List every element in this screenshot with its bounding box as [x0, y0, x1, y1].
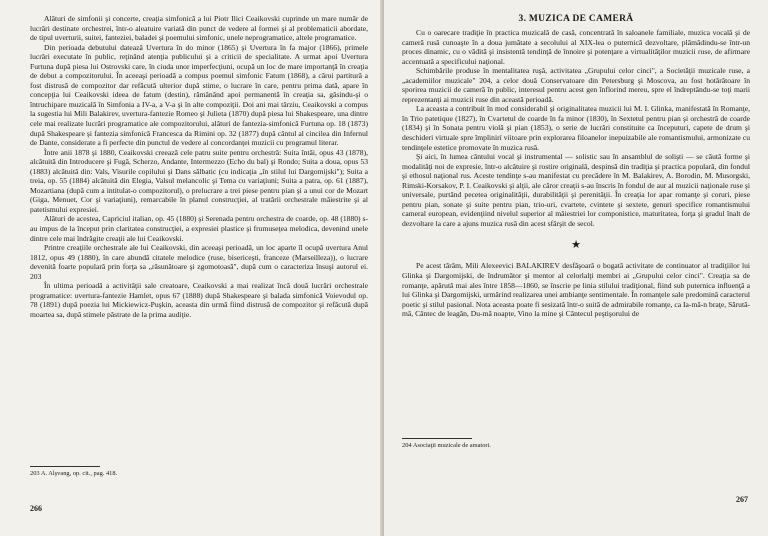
- footnote: 204 Asociaţii muzicale de amatori.: [402, 442, 491, 449]
- paragraph: Printre creaţiile orchestrale ale lui Ceaikovski, din aceeaşi perioadă, un loc aparte îl ocupă uvertura Anul 1812, opus 49 (1880), în care abundă citatele melodice (ruse, bisericeşti, franceze (Marseilleza)), o lucrare devenită foarte populară prin forţa sa „răsunătoare şi zgomotoasă", după cum o caracteriza însuşi autorul ei. 203: [30, 243, 368, 281]
- right-page: [384, 0, 768, 536]
- paragraph: Între anii 1878 şi 1880, Ceaikovski creează cele patru suite pentru orchestră: Suita întâi, opus 43 (1878), alcătuită din Introducere şi Fugă, Scherzo, Andante, Intermezzo (Echo du bal) şi Rondo; Suita a doua, opus 53 (1883) alcătuită din: Vals, Visurile copilului şi Dans sălbatic (cu indicaţia „în stilul lui Dargomijski"); Suita a treia, op. 55 (1884) alcătuită din Elegia, Valsul melancolic şi Tema cu variaţiuni; Suita a patra, op. 61 (1887), Mozartiana (după cum a intitulat-o compozitorul), o prelucrare a trei piese pentru pian şi a unui cor de Mozart (Giga, Menuet, Cor şi variaţiuni), remarcabile în planul construcţiei, al tratării orchestrale măiestrite şi al patetismului expresiei.: [30, 147, 368, 214]
- paragraph: La aceasta a contribuit în mod considerabil şi originalitatea muzicii lui M. I. Glinka, manifestată în Romanţe, în Trio patetique (1827), în Cvartetul de coarde în fa minor (1830), în Sextetul pentru pian şi orchestră de coarde (1834) şi în Sonata pentru violă şi pian (1853), o serie de lucrări constituite ca începuturi, capete de drum şi deschideri virtuale spre împlinirí viitoare prin explorarea filoanelor inepuizabile ale romantismului, armonizate cu tendinţele estetice promovate în muzica rusă.: [402, 104, 750, 152]
- section-heading: 3. MUZICA DE CAMERĂ: [518, 14, 634, 24]
- page-number: 267: [736, 495, 748, 504]
- paragraph: Şi aici, în lumea cântului vocal şi instrumental — solistic sau în ansamblul de solişti — se căută forme şi modalităţi noi de expresie, într-o alcătuire şi rostire originală, despinsă din tradiţia şi practica populară, din fondul şi ethosul naţional rus. Aceste tendinţe s-au manifestat cu precădere în M. Balakirev, A. Borodin, M. Musorgski, Rimski-Korsakov, P. I. Ceaikovski şi alţii, ale căror creaţii s-au înscris în fondul de aur al muzicii naţionale ruse şi universale, purtând pecetea originalităţii, durabilităţii şi perenităţii. În creaţia lor apar romanţe şi coruri, piese pentru pian, sonate şi suite pentru pian, trio-uri, cvartete, cvintete şi sextete, genuri specifice romantismului cameral european, evidenţiind nivelul superior al măiestriei lor componistice, maturitatea, forţa şi gradul înalt de dezvoltare la care a ajuns muzica rusă din acest sfârşit de secol.: [402, 152, 750, 228]
- footnote: 203 A. Alşvang, op. cit., pag. 418.: [30, 470, 118, 477]
- paragraph: Alături de simfonii şi concerte, creaţia simfonică a lui Piotr Ilici Ceaikovski cuprinde un mare număr de lucrări destinate orchestrei, într-o aleatuire variată din punct de vedere al formei şi al problematicii abordate, de tipul uverturii, suitei, fanteziei, baladei şi poemului simfonic, unele neprogramatice, altele programatice.: [30, 14, 368, 43]
- paragraph: Cu o oarecare tradiţie în practica muzicală de casă, concentrată în saloanele familiale, muzica vocală şi de cameră rusă cunoaşte în a doua jumătate a secolului al XIX-lea o puternică dezvoltare, plămădindu-se într-un proces dinamic, cu o vădită şi insistentă tendinţă de înnoire şi potenţare a virtualităţilor muzicii ruse, de afirmare accentuată a specificului naţional.: [402, 28, 750, 66]
- star-separator: ★: [571, 239, 581, 252]
- paragraph: Schimbările produse în mentalitatea ruşă, activitatea „Grupului celor cinci", a Societăţii muzicale ruse, a „academiilor muzicale" 204, a celor două Conservatoare din Petersburg şi Moscova, au fost hotărâtoare în sporirea muzicii de cameră în public, interesul pentru acest gen înflorind mereu, spre el îndreptându-se toţi marii reprezentanţi ai muzicii ruse din această perioadă.: [402, 66, 750, 104]
- paragraph: Din perioada debutului datează Uvertura în do minor (1865) şi Uvertura în fa major (1866), primele lucrări executate în public, reţinând atenţia publicului şi a criticii de specialitate. A urmat apoi Uvertura Furtuna după piesa lui Ostrovski care, în ciuda unor imperfecţiuni, ocupă un loc de mare importanţă în creaţia de debut a compozitorului. În aceeaşi perioadă a compus poemul simfonic Fatum (1868), a cărui partitură a fost distrusă de compozitor dar refăcută ulterior după stime, o lucrare în care, pentru prima dată, apare în concepţia lui Ceaikovski ideea de fatum (destin), rămânând apoi permanentă în creaţia sa, găsindu-şi o întruchipare muzicală în Simfonia a IV-a, a V-a şi în alte compoziţii. Doi ani mai târziu, Ceaikovski a compus la sugestia lui Mili Balakirev, uvertura-fantezie Romeo şi Julieta (1870) după piesa lui Shakespeare, una dintre cele mai realizate lucrări programatice ale compozitorului, alături de fantezia-simfonică Furtuna op. 18 (1873) după Shakespeare şi fantezia simfonică Francesca da Rimini op. 32 (1877) după cântul al cincilea din Infernul de Dante, considerate a fi perfecte din punctul de vedere al concordanţei muzicii cu programul literar.: [30, 42, 368, 148]
- paragraph: Alături de acestea, Capriciul italian, op. 45 (1880) şi Serenada pentru orchestra de coarde, op. 48 (1880) s-au impus de la început prin claritatea construcţiei, a expresiei plastice şi frumuseţea melodica, devenind unele dintre cele mai îndrăgite creaţii ale lui Ceaikovski.: [30, 214, 368, 243]
- page-number: 266: [30, 504, 42, 513]
- footnote-rule: [30, 466, 100, 467]
- footnote-rule: [402, 438, 472, 439]
- paragraph: În ultima perioadă a activităţii sale creatoare, Ceaikovski a mai realizat încă două lucrări orchestrale programatice: uvertura-fantezie Hamlet, opus 67 (1888) după Shakespeare şi balada simfonică Voievodul op. 78 (1891) după poezia lui Mickiewicz-Puşkin, aceasta din urmă fiind distrusă de compozitor şi refăcută după moartea sa, după stimele păstrate de la prima audiţie.: [30, 281, 368, 319]
- paragraph: Pe acest tărâm, Mili Alexeevici BALAKIREV desfăşoară o bogată activitate de continuator al tradiţiilor lui Glinka şi Dargomijski, de îndrumător şi mentor al celorlalţi membri ai „Grupului celor cinci". Creaţia sa de romanţe, apărută mai ales între 1858—1860, se înscrie pe linia stilului tradiţional, fiind sub puternica influenţă a lui Glinka şi Dargomijski, urmărind realizarea unei ambianţe sentimentale. În romanţele sale predomină caracterul poetic şi stilul pasional. Nota aceasta poate fi sesizată într-o suită de admirabile romanţe, ca Ia-mă-n braţe, Sărută-mă, Cântec de leagăn, Du-mă noapte, Vino la mine şi Cântecul peştişorului de: [402, 261, 750, 319]
